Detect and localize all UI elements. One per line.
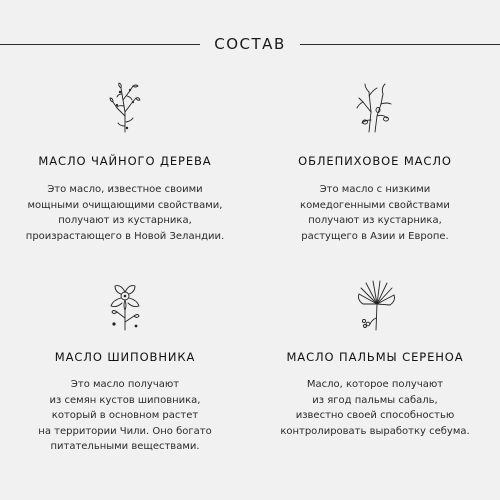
ingredient-title: МАСЛО ШИПОВНИКА	[54, 350, 196, 364]
ingredient-description: Это масло получают из семян кустов шиповника, который в основном растет на территории Чили. Оно богато питательными веществами.	[38, 379, 212, 452]
sea-buckthorn-branch-icon	[353, 82, 397, 134]
ingredient-title: МАСЛО ПАЛЬМЫ СЕРЕНОА	[286, 350, 464, 364]
ingredient-description: Это масло с низкими комедогенными свойствами получают из кустарника, растущего в Азии и Европе.	[300, 184, 450, 242]
ingredient-title: ОБЛЕПИХОВОЕ МАСЛО	[298, 154, 452, 168]
saw-palmetto-leaf-icon	[353, 280, 397, 332]
rosehip-flower-icon	[103, 280, 147, 332]
ingredient-description: Это масло, известное своими мощными очищающими свойствами, получают из кустарника, произрастающего в Новой Зеландии.	[25, 184, 225, 242]
section-header	[0, 30, 500, 60]
header-divider-left	[0, 44, 200, 45]
ingredient-title: МАСЛО ЧАЙНОГО ДЕРЕВА	[38, 154, 212, 168]
tea-tree-sprig-icon	[103, 82, 147, 134]
ingredient-description: Масло, которое получают из ягод пальмы сабаль, известно своей способностью контролировать выработку себума.	[280, 379, 470, 437]
header-divider-right	[300, 44, 500, 45]
section-title: СОСТАВ	[214, 35, 286, 53]
